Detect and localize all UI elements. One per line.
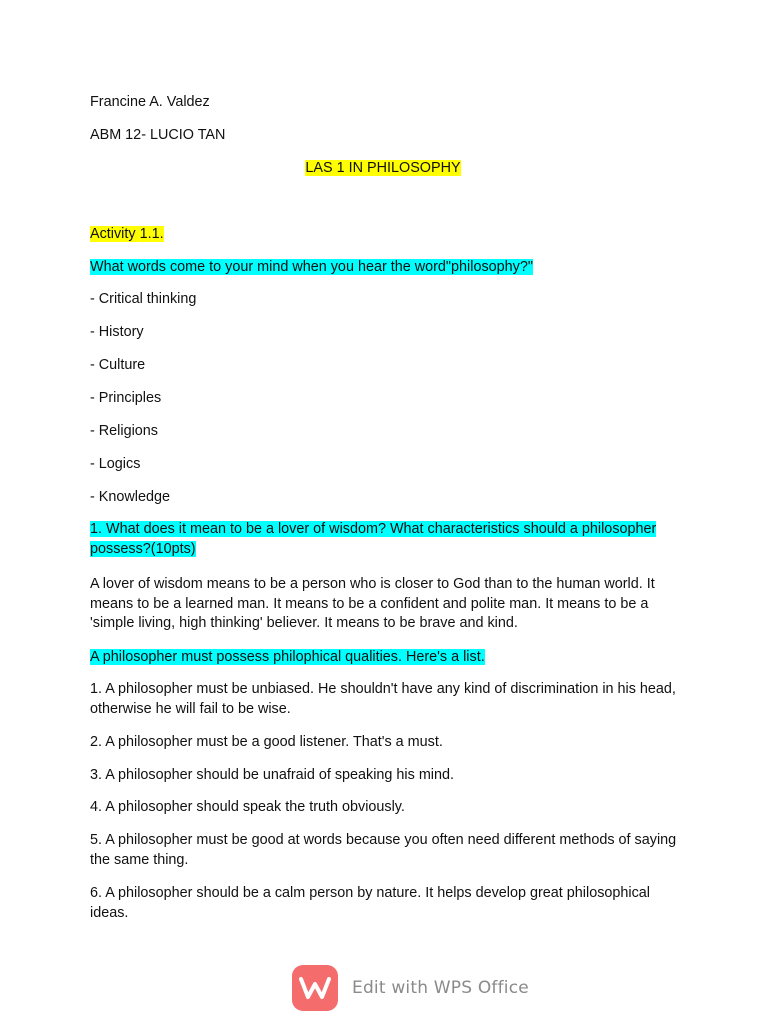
document-page — [90, 0, 690, 1024]
activity-label — [90, 225, 164, 245]
word-list-item: - Critical thinking — [90, 291, 197, 307]
class-section: ABM 12- LUCIO TAN — [90, 127, 226, 143]
word-list-item: - Culture — [90, 357, 146, 373]
document-title — [90, 159, 676, 179]
word-list-item: - History — [90, 324, 144, 340]
activity-question-text: What words come to your mind when you hear the word"philosophy?" — [90, 259, 533, 275]
activity-question — [90, 258, 533, 278]
quality-item: 2. A philosopher must be a good listener. That's a must. — [90, 734, 443, 750]
wps-w-glyph-icon — [299, 975, 331, 1001]
wps-edit-label[interactable]: Edit with WPS Office — [352, 978, 529, 998]
activity-label-text: Activity 1.1. — [90, 226, 164, 242]
word-list-item: - Logics — [90, 456, 141, 472]
word-list-item: - Religions — [90, 423, 158, 439]
question-1-prompt — [90, 520, 680, 559]
quality-item: 5. A philosopher must be good at words because you often need different methods of saying the same thing. — [90, 832, 677, 868]
wps-logo-icon — [292, 965, 338, 1011]
document-title-text: LAS 1 IN PHILOSOPHY — [305, 160, 461, 176]
word-list-item: - Principles — [90, 390, 162, 406]
author-name: Francine A. Valdez — [90, 94, 210, 110]
qualities-intro-text: A philosopher must possess philophical qualities. Here's a list. — [90, 649, 485, 665]
question-1-answer: A lover of wisdom means to be a person who is closer to God than to the human world. It means to be a learned man. It means to be a confident and polite man. It means to be a 'simple living, high thinking' believer. It means to be brave and kind. — [90, 576, 655, 631]
quality-item: 3. A philosopher should be unafraid of speaking his mind. — [90, 767, 455, 783]
question-1-prompt-text: 1. What does it mean to be a lover of wisdom? What characteristics should a philosopher possess?(10pts) — [90, 521, 657, 557]
quality-item: 6. A philosopher should be a calm person by nature. It helps develop great philosophical ideas. — [90, 885, 651, 921]
quality-item: 4. A philosopher should speak the truth obviously. — [90, 799, 405, 815]
quality-item: 1. A philosopher must be unbiased. He shouldn't have any kind of discrimination in his head, otherwise he will fail to be wise. — [90, 681, 676, 717]
qualities-intro — [90, 648, 485, 668]
word-list-item: - Knowledge — [90, 489, 170, 505]
wps-watermark[interactable] — [292, 964, 529, 1012]
